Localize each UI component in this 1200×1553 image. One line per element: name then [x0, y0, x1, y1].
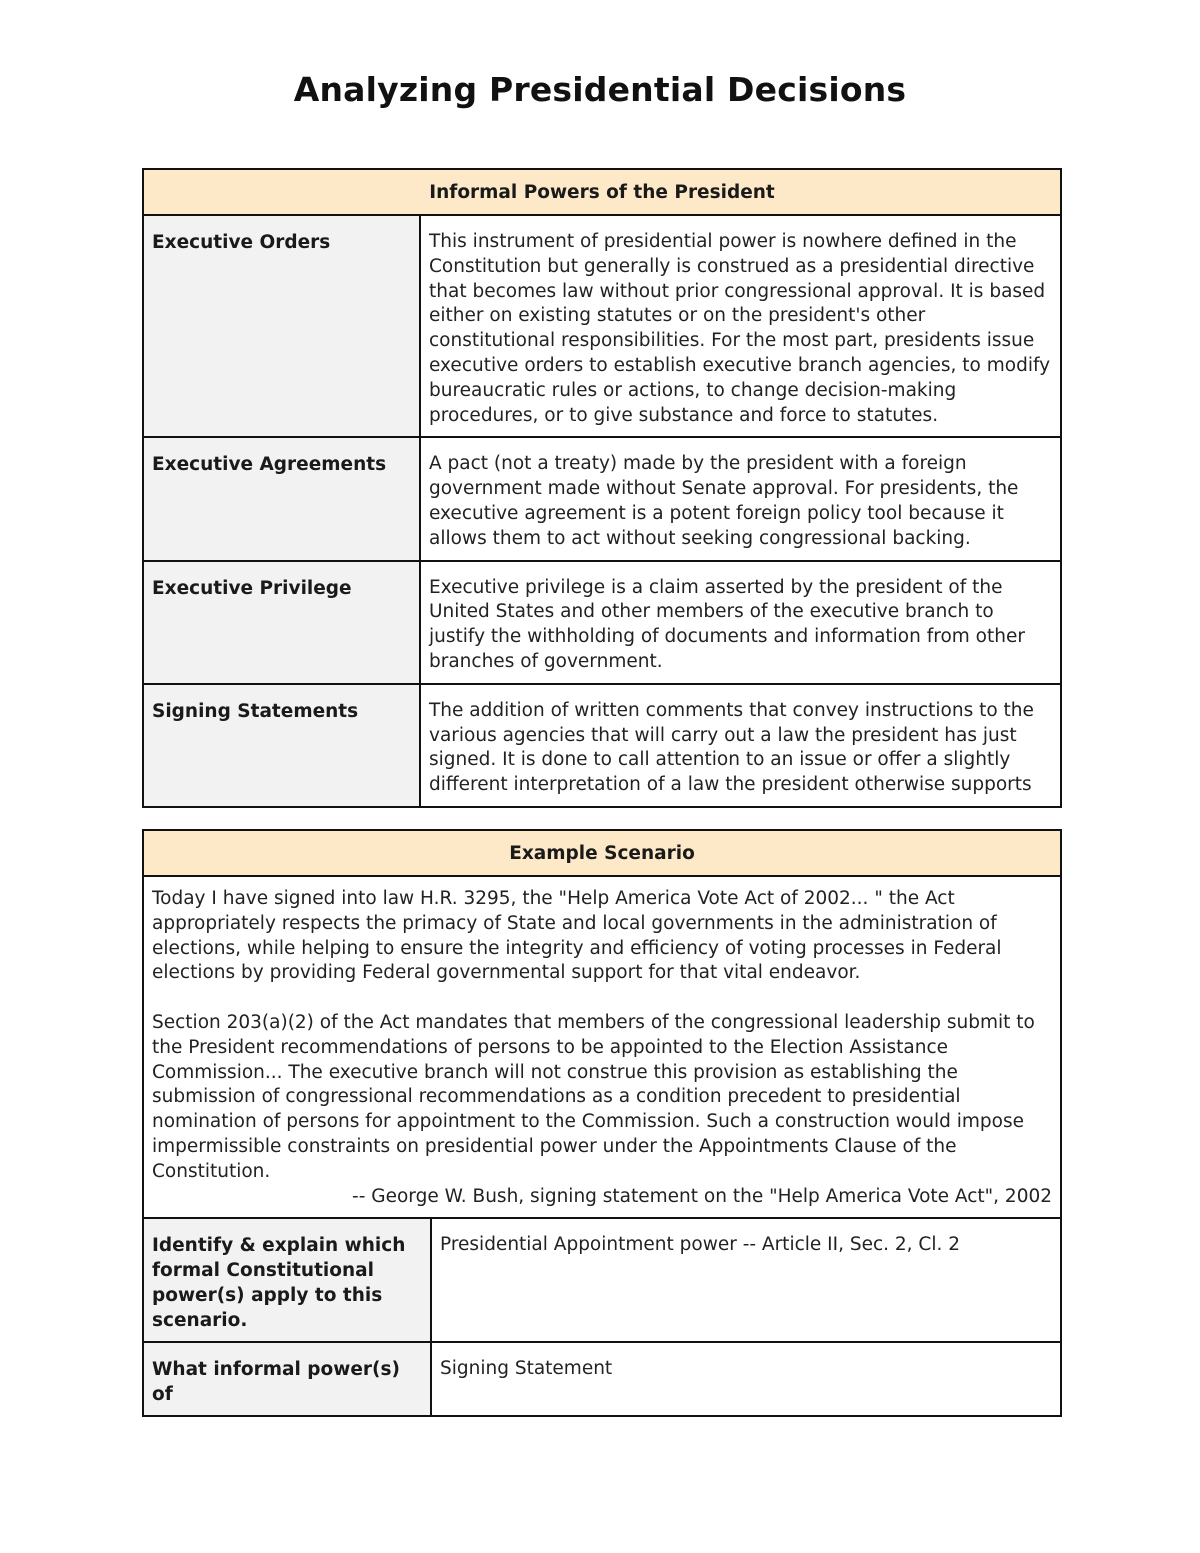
- scenario-paragraph-2: Section 203(a)(2) of the Act mandates that members of the congressional leadership submit to the President recommendations of persons to be appointed to the Election Assistance Commission... The executive branch will not construe this provision as establishing the submission of congressional recommendations as a condition precedent to presidential nomination of persons for appointment to the Commission. Such a construction would impose impermissible constraints on presidential power under the Appointments Clause of the Constitution.: [152, 1011, 1035, 1182]
- row-description-executive-orders: This instrument of presidential power is nowhere defined in the Constitution but generally is construed as a presidential directive that becomes law without prior congressional approval. It is based either on existing statutes or on the president's other constitutional responsibilities. For the most part, presidents issue executive orders to establish executive branch agencies, to modify bureaucratic rules or actions, to change decision-making procedures, or to give substance and force to statutes.: [420, 215, 1061, 437]
- scenario-row: [143, 876, 1061, 1218]
- informal-powers-table: [142, 168, 1062, 808]
- answer-informal-powers[interactable]: Signing Statement: [431, 1342, 1061, 1416]
- row-label-executive-agreements: Executive Agreements: [143, 437, 420, 560]
- question-label-informal-powers: What informal power(s) of: [143, 1342, 431, 1416]
- table-row: [143, 437, 1061, 560]
- table-row: [143, 1342, 1061, 1416]
- table-row: [143, 215, 1061, 437]
- scenario-text: [143, 876, 1061, 1218]
- row-description-signing-statements: The addition of written comments that convey instructions to the various agencies that will carry out a law the president has just signed. It is done to call attention to an issue or offer a slightly different interpretation of a law the president otherwise supports: [420, 684, 1061, 807]
- row-description-executive-agreements: A pact (not a treaty) made by the president with a foreign government made without Senate approval. For presidents, the executive agreement is a potent foreign policy tool because it allows them to act without seeking congressional backing.: [420, 437, 1061, 560]
- row-label-executive-privilege: Executive Privilege: [143, 561, 420, 684]
- page-title: Analyzing Presidential Decisions: [293, 70, 907, 109]
- example-scenario-table: [142, 829, 1062, 1417]
- row-label-signing-statements: Signing Statements: [143, 684, 420, 807]
- row-label-executive-orders: Executive Orders: [143, 215, 420, 437]
- question-label-formal-powers: Identify & explain which formal Constitutional power(s) apply to this scenario.: [143, 1218, 431, 1342]
- scenario-paragraph-1: Today I have signed into law H.R. 3295, the "Help America Vote Act of 2002... " the Act appropriately respects the primacy of State and local governments in the administration of elections, while helping to ensure the integrity and efficiency of voting processes in Federal elections by providing Federal governmental support for that vital endeavor.: [152, 888, 1002, 984]
- table-row: [143, 684, 1061, 807]
- example-scenario-header: Example Scenario: [143, 830, 1061, 876]
- answer-formal-powers[interactable]: Presidential Appointment power -- Article II, Sec. 2, Cl. 2: [431, 1218, 1061, 1342]
- informal-powers-header: Informal Powers of the President: [143, 169, 1061, 215]
- row-description-executive-privilege: Executive privilege is a claim asserted by the president of the United States and other members of the executive branch to justify the withholding of documents and information from other branches of government.: [420, 561, 1061, 684]
- table-row: [143, 561, 1061, 684]
- scenario-attribution: -- George W. Bush, signing statement on the "Help America Vote Act", 2002: [352, 1185, 1053, 1207]
- table-row: [143, 1218, 1061, 1342]
